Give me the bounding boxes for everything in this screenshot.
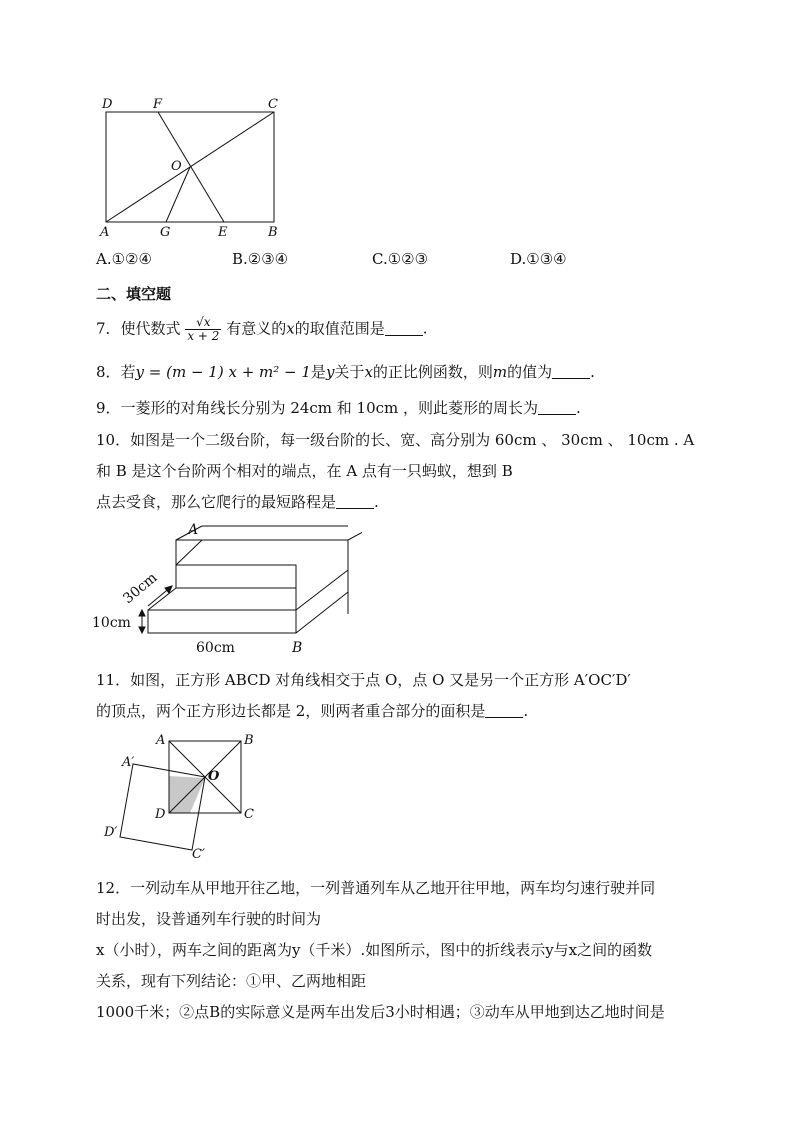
sq-label-C: C [244,807,254,822]
q9-end: . [576,399,581,417]
option-b: B.②③④ [232,250,289,268]
stairs-label-A: A [188,522,199,538]
q10-line-3 [96,492,379,512]
question-9 [96,398,581,418]
label-A: A [100,225,110,240]
q7-var: x [286,319,295,338]
section-title: 二、填空题 [96,285,172,303]
q7-suffix2: 的取值范围是 [294,319,385,338]
q10-line-3-text: 点去受食，那么它爬行的最短路程是 [96,493,337,511]
q10-line-1: 10．如图是一个二级台阶，每一级台阶的长、宽、高分别为 60cm 、 30cm 、 10cm . A [96,431,695,449]
q12-line-1: 12．一列动车从甲地开往乙地，一列普通列车从乙地开往甲地，两车均匀速行驶并同 [96,879,656,897]
q7-prefix: 7．使代数式 [96,319,181,338]
label-F: F [153,97,163,112]
q12-line-3: x（小时），两车之间的距离为y（千米）.如图所示，图中的折线表示y与x之间的函数 [96,941,653,959]
q11-answer-blank[interactable] [485,703,523,718]
q7-end: . [422,319,428,338]
q10-line-2: 和 B 是这个台阶两个相对的端点，在 A 点有一只蚂蚁，想到 B [96,462,513,480]
sq-label-B: B [244,733,254,748]
q7-answer-blank[interactable] [385,321,423,336]
q10-end: . [374,493,379,511]
q8-var-m: m [492,363,508,381]
stairs-label-height: 10cm [92,615,131,631]
label-C: C [268,97,278,112]
stairs-label-length: 60cm [196,640,235,656]
label-B: B [268,225,278,240]
label-G: G [160,225,171,240]
q8-text-c: 关于 [334,363,365,381]
q8-answer-blank[interactable] [552,364,590,379]
sq-label-A: A [156,733,166,748]
sq-label-O: O [208,769,220,784]
option-a: A.①②④ [96,250,152,268]
q8-text-d: 的正比例函数，则 [372,363,493,381]
q9-answer-blank[interactable] [538,400,576,415]
q10-answer-blank[interactable] [336,494,374,509]
option-d: D.①③④ [510,250,567,268]
rectangle-figure [96,94,296,244]
squares-figure [100,728,270,863]
q8-var-y: y [325,363,335,381]
sq-label-D-prime: D′ [104,825,118,840]
question-7 [96,316,427,343]
label-D: D [102,97,113,112]
q8-formula: y = (m − 1) x + m² − 1 [135,363,311,381]
q8-text-a: 8．若 [96,363,136,381]
q7-numerator: √x [185,316,221,330]
q7-fraction [185,316,221,343]
q11-end: . [523,702,529,720]
q8-end: . [590,363,595,381]
stairs-label-width: 30cm [120,569,161,608]
q11-line-2 [96,701,528,721]
q9-text: 9．一菱形的对角线长分别为 24cm 和 10cm ，则此菱形的周长为 [96,399,539,417]
stairs-figure [92,520,362,660]
q12-line-4: 关系，现有下列结论：①甲、乙两地相距 [96,972,367,990]
stairs-label-B: B [292,640,303,656]
sq-label-A-prime: A′ [122,755,135,770]
label-E: E [218,225,228,240]
label-O: O [171,159,182,174]
q8-var-x: x [364,363,373,381]
sq-label-D: D [155,807,166,822]
q12-line-2: 时出发，设普通列车行驶的时间为 [96,910,322,928]
q8-text-b: 是 [310,363,326,381]
question-8 [96,362,595,382]
q11-line-2-text: 的顶点，两个正方形边长都是 2，则两者重合部分的面积是 [96,702,486,720]
sq-label-C-prime: C′ [192,847,205,862]
q11-line-1: 11．如图，正方形 ABCD 对角线相交于点 O，点 O 又是另一个正方形 A′OC′D′ [96,671,631,689]
q7-denominator: x + 2 [187,329,220,343]
q12-line-5: 1000千米；②点B的实际意义是两车出发后3小时相遇；③动车从甲地到达乙地时间是 [96,1003,665,1021]
option-c: C.①②③ [372,250,429,268]
q7-suffix: 有意义的 [226,319,287,338]
q8-text-e: 的值为 [507,363,553,381]
